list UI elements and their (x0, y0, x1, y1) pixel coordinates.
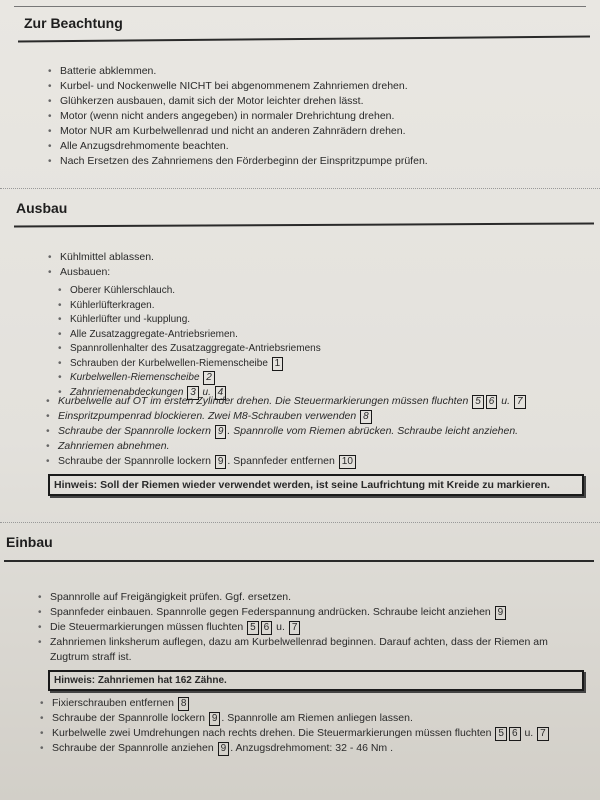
ref-number: 6 (509, 727, 521, 741)
item-text: Kurbelwellen-Riemenscheibe (70, 372, 200, 383)
list-item: • Nach Ersetzen des Zahnriemens den Förderbeginn der Einspritzpumpe prüfen. (48, 154, 578, 169)
item-text: Einspritzpumpenrad blockieren. Zwei M8-Schrauben verwenden (58, 410, 357, 422)
list-item: • Zahnriemen linksherum auflegen, dazu am Kurbelwellenrad beginnen. Darauf achten, dass der Riemen am Zugtrum straff ist. (38, 635, 586, 665)
ref-number: 9 (218, 742, 230, 756)
list-item (38, 605, 586, 620)
ref-joiner: u. (202, 386, 211, 398)
list-item (40, 696, 588, 711)
item-text: Spannfeder einbauen. Spannrolle gegen Federspannung andrücken. Schraube leicht anziehen (50, 606, 491, 618)
ref-number: 6 (486, 395, 498, 409)
section-title-ausbau: Ausbau (16, 200, 68, 216)
ref-number: 9 (215, 455, 227, 469)
ref-number: 8 (178, 697, 190, 711)
item-text: . Anzugsdrehmoment: 32 - 46 Nm . (230, 742, 394, 754)
list-item: • Oberer Kühlerschlauch. (58, 284, 578, 299)
hint-box-einbau: Hinweis: Zahnriemen hat 162 Zähne. (48, 670, 584, 691)
list-item (58, 371, 578, 386)
list-item (40, 711, 588, 726)
item-text: Kurbelwelle auf OT im ersten Zylinder drehen. Die Steuermarkierungen müssen fluchten (58, 395, 469, 407)
separator (0, 188, 600, 189)
list-item: • Glühkerzen ausbauen, damit sich der Motor leichter drehen lässt. (48, 94, 578, 109)
item-text: Schraube der Spannrolle lockern (52, 712, 205, 724)
ref-number: 5 (495, 727, 507, 741)
einbau-list (38, 590, 586, 665)
list-item: • Kühlmittel ablassen. (48, 250, 588, 265)
item-text: Schraube der Spannrolle lockern (58, 455, 211, 467)
list-item: • Spannrollenhalter des Zusatzaggregate-Antriebsriemens (58, 342, 578, 357)
list-item: • Alle Zusatzaggregate-Antriebsriemen. (58, 328, 578, 343)
ref-number: 1 (272, 357, 284, 371)
list-item (40, 741, 588, 756)
item-text: . Spannrolle am Riemen anliegen lassen. (221, 712, 413, 724)
item-text: Schrauben der Kurbelwellen-Riemenscheibe (70, 357, 268, 369)
ref-number: 3 (187, 386, 199, 400)
list-item (38, 620, 586, 635)
item-text: Schraube der Spannrolle lockern (58, 425, 211, 437)
ref-number: 5 (472, 395, 484, 409)
item-text: Kurbelwelle zwei Umdrehungen nach rechts drehen. Die Steuermarkierungen müssen fluchten (52, 727, 492, 739)
list-item: • Kurbel- und Nockenwelle NICHT bei abgenommenem Zahnriemen drehen. (48, 79, 578, 94)
list-item: • Kühlerlüfterkragen. (58, 299, 578, 314)
ref-joiner: u. (276, 621, 285, 633)
ref-number: 9 (495, 606, 507, 620)
list-item: • Motor NUR am Kurbelwellenrad und nicht an anderen Zahnrädern drehen. (48, 124, 578, 139)
ref-joiner: u. (501, 395, 511, 407)
top-rule (14, 6, 586, 7)
ref-number: 7 (289, 621, 301, 635)
beachtung-list (48, 64, 578, 169)
ref-joiner: u. (524, 727, 534, 739)
list-item (46, 454, 594, 469)
item-text: . Spannfeder entfernen (227, 455, 335, 467)
ref-number: 6 (261, 621, 273, 635)
item-text: . Spannrolle vom Riemen abrücken. Schraube leicht anziehen. (227, 425, 519, 437)
list-item: • Ausbauen: (48, 265, 588, 280)
item-text: Schraube der Spannrolle anziehen (52, 742, 214, 754)
ref-number: 7 (514, 395, 526, 409)
list-item: • Kühlerlüfter und -kupplung. (58, 313, 578, 328)
ref-number: 9 (215, 425, 227, 439)
list-item (46, 409, 594, 424)
ref-number: 8 (360, 410, 372, 424)
ausbau-sub-list (58, 284, 578, 400)
list-item: • Zahnriemen abnehmen. (46, 439, 594, 454)
section-rule-einbau (4, 560, 594, 562)
item-text: Die Steuermarkierungen müssen fluchten (50, 621, 244, 633)
list-item: • Alle Anzugsdrehmomente beachten. (48, 139, 578, 154)
separator (0, 522, 600, 523)
ausbau-list (48, 250, 588, 280)
hint-box-ausbau: Hinweis: Soll der Riemen wieder verwendet werden, ist seine Laufrichtung mit Kreide zu markieren. (48, 474, 584, 496)
ref-number: 7 (537, 727, 549, 741)
item-text: Zahnriemenabdeckungen (70, 386, 184, 398)
list-item: • Motor (wenn nicht anders angegeben) in normaler Drehrichtung drehen. (48, 109, 578, 124)
ref-number: 5 (247, 621, 259, 635)
section-rule-beachtung (18, 36, 590, 43)
list-item (46, 394, 594, 409)
section-title-einbau: Einbau (6, 534, 53, 550)
list-item: • Batterie abklemmen. (48, 64, 578, 79)
ref-number: 4 (215, 386, 227, 400)
ref-number: 2 (203, 371, 215, 385)
list-item: • Spannrolle auf Freigängigkeit prüfen. Ggf. ersetzen. (38, 590, 586, 605)
list-item (46, 424, 594, 439)
ausbau-steps (46, 394, 594, 469)
item-text: Fixierschrauben entfernen (52, 697, 174, 709)
list-item (40, 726, 588, 741)
ref-number: 9 (209, 712, 221, 726)
ref-number: 10 (339, 455, 356, 469)
section-title-beachtung: Zur Beachtung (24, 15, 123, 31)
list-item (58, 357, 578, 372)
einbau-steps (40, 696, 588, 756)
section-rule-ausbau (14, 222, 594, 227)
